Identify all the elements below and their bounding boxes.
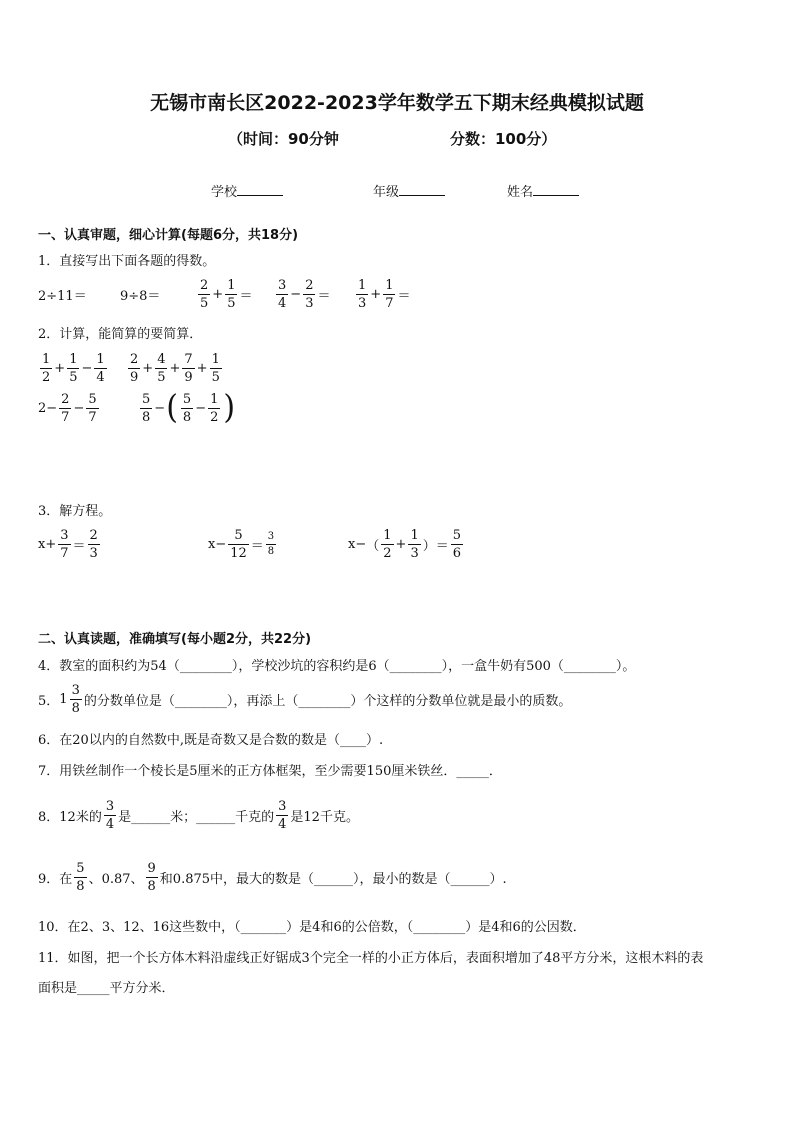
question-5: 5． 1 $\frac{3}{8}$ 的分数单位是（________），再添上（________）个这样的分数单位就是最小的质数。 <box>38 682 572 716</box>
fraction: $\frac{1}{3}$ <box>410 527 419 561</box>
score-label: 分数：100分） <box>450 130 557 148</box>
fraction: $\frac{2}{9}$ <box>130 351 139 385</box>
question-9: 9．在 $\frac{5}{8}$ 、0.87、 $\frac{9}{8}$ 和0.875中，最大的数是（______），最小的数是（______）. <box>38 860 507 894</box>
question-4: 4．教室的面积约为54（________），学校沙坑的容积约是6（________），一盒牛奶有500（________）。 <box>38 659 636 674</box>
fraction: $\frac{1}{7}$ <box>385 277 394 311</box>
question-7: 7．用铁丝制作一个棱长是5厘米的正方体框架，至少需要150厘米铁丝．_____． <box>38 764 502 779</box>
fraction: $\frac{4}{5}$ <box>157 351 166 385</box>
section-2-title: 二、认真读题，准确填写(每小题2分，共22分) <box>38 632 312 647</box>
equation-3: x− （ $\frac{1}{2}$ + $\frac{1}{3}$ ） ＝ $\frac{5}{6}$ <box>348 527 462 561</box>
time-label: （时间：90分钟 <box>228 130 339 148</box>
fraction: $\frac{1}{4}$ <box>96 351 105 385</box>
fraction: $\frac{1}{2}$ <box>210 391 219 425</box>
expr-3: $\frac{2}{5}$ + $\frac{1}{5}$ ＝ <box>200 277 253 311</box>
fraction: $\frac{5}{8}$ <box>76 860 85 894</box>
fraction: $\frac{2}{3}$ <box>305 277 314 311</box>
fraction: $\frac{7}{9}$ <box>184 351 193 385</box>
page-title: 无锡市南长区2022-2023学年数学五下期末经典模拟试题 <box>150 92 644 114</box>
fraction: $\frac{1}{2}$ <box>383 527 392 561</box>
question-2-text: 2．计算，能简算的要简算． <box>38 327 203 342</box>
grade-field <box>373 181 445 200</box>
school-blank[interactable] <box>237 183 283 196</box>
fraction: $\frac{9}{8}$ <box>147 860 156 894</box>
expr-4: $\frac{3}{4}$ − $\frac{2}{3}$ ＝ <box>278 277 331 311</box>
fraction: $\frac{3}{4}$ <box>278 277 287 311</box>
question-11-line-2: 面积是_____平方分米． <box>38 981 175 996</box>
fraction: $\frac{3}{7}$ <box>60 527 69 561</box>
fraction: $\frac{5}{7}$ <box>88 391 97 425</box>
name-blank[interactable] <box>533 183 579 196</box>
question-6: 6．在20以内的自然数中,既是奇数又是合数的数是（____）. <box>38 733 384 748</box>
school-label: 学校 <box>211 185 238 200</box>
name-field <box>507 181 579 200</box>
question-8: 8．12米的 $\frac{3}{4}$ 是______米；______千克的 $\frac{3}{4}$ 是12千克。 <box>38 798 359 832</box>
question-11-line-1: 11．如图，把一个长方体木料沿虚线正好锯成3个完全一样的小正方体后，表面积增加了48平方分米，这根木料的表 <box>38 951 704 966</box>
fraction: $\frac{3}{8}$ <box>71 682 80 716</box>
school-field <box>211 181 283 200</box>
grade-label: 年级 <box>373 185 400 200</box>
calc-3: 2− $\frac{2}{7}$ − $\frac{5}{7}$ <box>38 391 97 425</box>
question-1-text: 1．直接写出下面各题的得数。 <box>38 254 216 269</box>
fraction: $\frac{1}{5}$ <box>227 277 236 311</box>
fraction: $\frac{5}{6}$ <box>452 527 462 561</box>
fraction: $\frac{5}{8}$ <box>182 391 192 425</box>
fraction: $\frac{1}{5}$ <box>69 351 78 385</box>
fraction: $\frac{2}{7}$ <box>61 391 70 425</box>
fraction: $\frac{1}{3}$ <box>358 277 367 311</box>
fraction: $\frac{3}{4}$ <box>105 798 115 832</box>
name-label: 姓名 <box>507 185 534 200</box>
calc-1: $\frac{1}{2}$ + $\frac{1}{5}$ − $\frac{1}{4}$ <box>42 351 105 385</box>
expr-5: $\frac{1}{3}$ + $\frac{1}{7}$ ＝ <box>358 277 411 311</box>
section-1-title: 一、认真审题，细心计算(每题6分，共18分) <box>38 228 299 243</box>
fraction: $\frac{1}{5}$ <box>211 351 220 385</box>
question-10: 10．在2、3、12、16这些数中，（_______）是4和6的公倍数，（________）是4和6的公因数． <box>38 920 586 935</box>
fraction: $\frac{2}{5}$ <box>200 277 209 311</box>
equation-1: x+ $\frac{3}{7}$ ＝ $\frac{2}{3}$ <box>38 527 98 561</box>
fraction: $\frac{3}{4}$ <box>278 798 287 832</box>
fraction: $\frac{5}{8}$ <box>142 391 151 425</box>
calc-2: $\frac{2}{9}$ + $\frac{4}{5}$ + $\frac{7}{9}$ + $\frac{1}{5}$ <box>130 351 220 385</box>
expr-1: 2÷11＝ <box>38 288 87 304</box>
expr-2: 9÷8＝ <box>120 288 161 304</box>
grade-blank[interactable] <box>399 183 445 196</box>
fraction: $\frac{5}{12}$ <box>230 527 247 561</box>
equation-2: x− $\frac{5}{12}$ ＝ $\frac{3}{8}$ <box>208 527 275 561</box>
fraction: $\frac{3}{8}$ <box>267 530 275 557</box>
fraction: $\frac{1}{2}$ <box>42 351 51 385</box>
calc-4: $\frac{5}{8}$ − ( $\frac{5}{8}$ − $\frac{1}{2}$ ) <box>142 388 236 427</box>
fraction: $\frac{2}{3}$ <box>89 527 98 561</box>
question-3-text: 3．解方程。 <box>38 504 112 519</box>
